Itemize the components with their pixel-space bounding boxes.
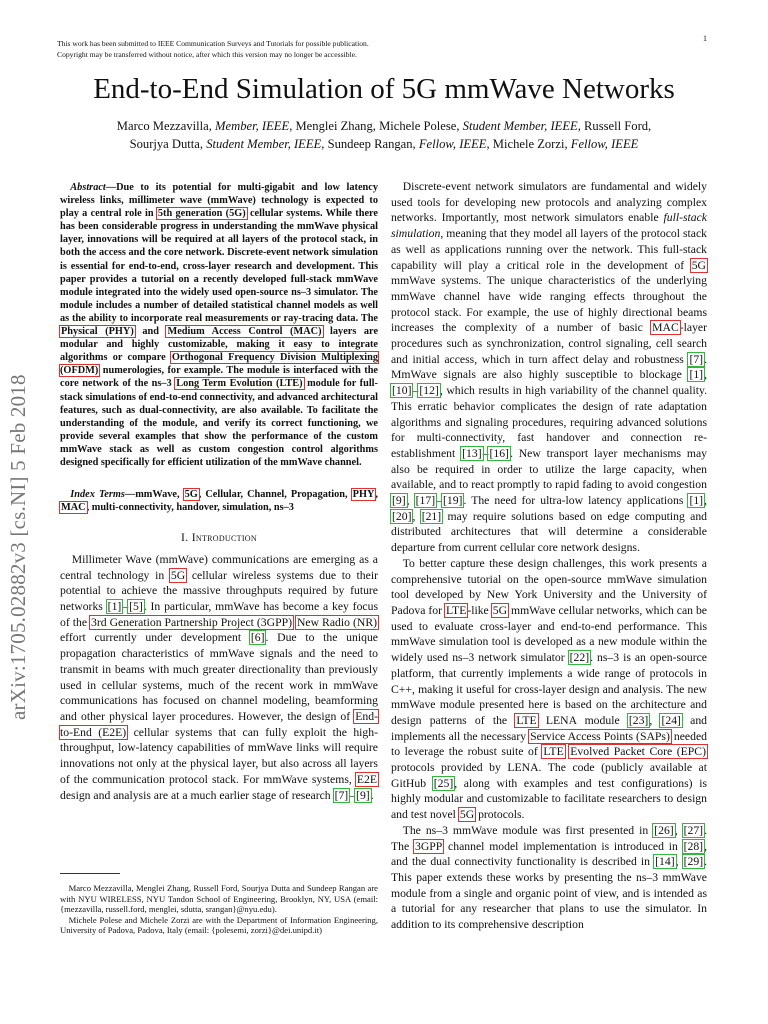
emphasis-text: full-stack simulation <box>391 211 707 241</box>
acronym-link-3gpp[interactable]: 3GPP <box>414 839 443 853</box>
abstract-text: numerologies, for example. The module is interfaced with the core network of the ns–3 <box>60 365 378 390</box>
citation-link[interactable]: [24] <box>661 713 681 727</box>
acronym-link-5g[interactable]: 5G <box>184 489 198 501</box>
author-list <box>40 117 728 153</box>
abstract-text: Due to its potential for multi-gigabit and low latency wireless links, millimeter wave (mmWave) technology is expected to play a central role in <box>60 182 378 220</box>
abstract-text: cellular systems. While there has been considerable progress in understanding the mmWave physical layer, innovations will be required at all layers of the protocol stack, in both the access and the core network. Discrete-event network simulation is essential for end-to-end, cross-layer research and development. This paper provides a tutorial on a recently developed full-stack mmWave module integrated into the widely used open-source ns–3 simulator. The module includes a number of detailed statistical channel models as well as the ability to incorporate real measurements or ray-tracing data. The <box>60 208 378 324</box>
citation-link[interactable]: [16] <box>489 446 509 460</box>
abstract-text: module for full-stack simulations of end-to-end connectivity, and advanced architectural features, such as dual-connectivity, are also available. To facilitate the understanding of the module, and verify its correct functioning, we provide several examples that show the performance of the custom mmWave stack as well as custom congestion control algorithms designed specifically for efficient utilization of the mmWave channel. <box>60 378 378 468</box>
submission-notice <box>57 38 657 60</box>
index-terms <box>60 488 378 514</box>
author-text: Marco Mezzavilla, <box>116 119 216 133</box>
body-paragraph <box>391 823 707 933</box>
abstract-label: Abstract <box>70 182 106 193</box>
acronym-link-5g[interactable]: 5G <box>459 808 475 822</box>
body-text: . Due to the unique propagation characteristics of mmWave signals and the need to transmit in beams with much greater directionality than previously used in cellular systems, much of the recent work in mmWave communications has focused on channel modeling, beamforming and other physical layer procedures. However, the design of <box>60 631 378 723</box>
index-terms-label: Index Terms <box>70 489 125 501</box>
citation-link[interactable]: [29] <box>683 855 704 869</box>
body-text: , <box>675 855 683 869</box>
body-text: LENA module <box>537 713 628 727</box>
body-text: , <box>704 368 707 382</box>
intro-paragraph <box>60 552 378 803</box>
notice-line-1: This work has been submitted to IEEE Communication Surveys and Tutorials for possible publication. <box>57 39 369 48</box>
body-text: – <box>122 600 129 614</box>
dash: — <box>105 182 117 193</box>
acronym-link-e2e[interactable]: E2E <box>356 772 377 786</box>
body-text: cellular wireless systems due to their potential to achieve the massive throughputs required by future networks <box>60 568 378 614</box>
body-text: protocols provided by LENA. The code (publicly available at GitHub <box>391 761 707 790</box>
acronym-link-lte[interactable]: Long Term Evolution (LTE) <box>176 378 303 390</box>
acronym-link-nr[interactable]: New Radio (NR) <box>296 615 378 629</box>
left-column <box>60 181 378 803</box>
citation-link[interactable]: [19] <box>442 494 463 508</box>
citation-link[interactable]: [5] <box>129 600 143 614</box>
citation-link[interactable]: [17] <box>415 494 436 508</box>
index-text: mmWave, <box>135 489 184 501</box>
body-text: , and the dual connectivity functionality is described in <box>391 839 707 869</box>
author-role: Student Member, IEEE <box>462 119 578 133</box>
author-role: Fellow, IEEE <box>570 137 639 151</box>
citation-link[interactable]: [28] <box>683 839 704 853</box>
index-text: , <box>375 489 378 501</box>
acronym-link-lte[interactable]: LTE <box>516 713 537 727</box>
abstract <box>60 181 378 469</box>
citation-link[interactable]: [23] <box>628 713 649 727</box>
author-text: , Michele Zorzi, <box>486 137 571 151</box>
body-text: , <box>412 509 421 523</box>
footnote-rule <box>60 873 120 874</box>
body-text: -like <box>467 603 492 617</box>
paper-title: End-to-End Simulation of 5G mmWave Networks <box>93 73 675 105</box>
body-text: and implements all the necessary <box>391 713 708 743</box>
body-paragraph <box>391 179 707 556</box>
body-text: cellular systems that can fully exploit the high-throughput, low-latency capabilities of mmWave links will require innovations not only at the physical layer, but also across all layers of the communication protocol stack. For mmWave systems, <box>60 725 379 786</box>
citation-link[interactable]: [26] <box>654 823 674 837</box>
citation-link[interactable]: [7] <box>334 788 349 802</box>
acronym-link-5g[interactable]: 5th generation (5G) <box>157 208 246 220</box>
right-column <box>391 179 707 933</box>
body-text: needed to leverage the robust suite of <box>391 729 707 759</box>
footnote-padova: Michele Polese and Michele Zorzi are with the Department of Information Engineering, University of Padova, Padova, Italy (email: {polesemi, zorzi}@dei.unipd.it) <box>60 914 378 936</box>
acronym-link-3gpp[interactable]: 3rd Generation Partnership Project (3GPP) <box>91 615 292 629</box>
body-text: protocols. <box>475 808 525 822</box>
citation-link[interactable]: [1] <box>689 368 704 382</box>
acronym-link-mac[interactable]: MAC <box>652 321 679 335</box>
citation-link[interactable]: [21] <box>421 509 442 523</box>
section-title: Introduction <box>191 531 257 545</box>
index-text: , multi-connectivity, handover, simulation, ns–3 <box>86 502 294 514</box>
body-text: effort currently under development <box>60 631 250 645</box>
acronym-link-lte[interactable]: LTE <box>543 745 564 759</box>
acronym-link-phy[interactable]: PHY <box>352 489 375 501</box>
body-text: . ns–3 is an open-source platform, that currently implements a wide range of protocols in C++, making it useful for cross-layer design and analysis. The new mmWave module presented here is based on the architecture and design patterns of the <box>391 651 707 727</box>
citation-link[interactable]: [9] <box>392 494 406 508</box>
citation-link[interactable]: [22] <box>569 651 590 665</box>
body-text: Millimeter Wave (mmWave) communications are emerging as a central technology in <box>60 552 378 582</box>
acronym-link-e2e[interactable]: End-to-End (E2E) <box>60 709 378 739</box>
body-text: . MmWave signals are also highly susceptible to blockage <box>391 352 707 382</box>
acronym-link-sap[interactable]: Service Access Points (SAPs) <box>530 729 670 743</box>
page-number: 1 <box>703 34 707 43</box>
citation-link[interactable]: [20] <box>392 509 412 523</box>
dash: — <box>124 489 136 501</box>
section-heading-introduction <box>60 530 378 546</box>
citation-link[interactable]: [14] <box>655 855 675 869</box>
author-text: , Menglei Zhang, Michele Polese, <box>289 119 463 133</box>
abstract-text: and <box>134 326 167 338</box>
arxiv-identifier[interactable]: arXiv:1705.02882v3 [cs.NI] 5 Feb 2018 <box>6 374 30 720</box>
body-text: , meaning that they model all layers of the protocol stack as well as applications running over the network. This full-stack capability will play a critical role in the development of <box>391 227 707 272</box>
citation-link[interactable]: [6] <box>250 631 265 645</box>
notice-line-2: Copyright may be transferred without notice, after which this version may no longer be accessible. <box>57 50 357 59</box>
author-text: , Russell Ford, <box>577 119 652 133</box>
abstract-text: layers are modular and highly customizable, making it easy to integrate algorithms or compare <box>60 326 379 364</box>
author-role: Student Member, IEEE <box>206 137 322 151</box>
body-paragraph <box>391 556 707 823</box>
body-text: – <box>436 494 442 508</box>
body-text: Discrete-event network simulators are fundamental and widely used tools for developing new protocols and analyzing complex networks. Importantly, most network simulators enable <box>391 180 707 225</box>
body-text: , which results in high variability of the channel quality. This erratic behavior complicates the design of rate adaptation algorithms and signaling procedures, requiring advanced solutions for multi-connectivity, fast handover and connection re-establishment <box>391 384 707 460</box>
acronym-link-lte[interactable]: LTE <box>445 603 467 617</box>
body-text: – <box>412 384 419 398</box>
citation-link[interactable]: [1] <box>689 494 704 508</box>
body-text: , <box>406 494 415 508</box>
body-text: To better capture these design challenges, this work presents a comprehensive tutorial on the open-source mmWave simulation tool developed by New York University and the University of Padova for <box>391 556 707 617</box>
citation-link[interactable]: [25] <box>433 776 454 790</box>
author-text: , Sundeep Rangan, <box>321 137 419 151</box>
footnote-nyu: Marco Mezzavilla, Menglei Zhang, Russell Ford, Sourjya Dutta and Sundeep Rangan are with NYU WIRELESS, NYU Tandon School of Engineering, Brooklyn, NY, USA (email: {mezzavilla, russell.ford, menglei, sdutta, srangan}@nyu.edu). <box>60 883 378 915</box>
body-text: . This paper extends these works by presenting the ns–3 mmWave module from a single and organic point of view, and is intended as a tutorial for any researcher that plans to use the simulator. In addition to its comprehensive description <box>391 855 708 932</box>
author-role: Member, IEEE <box>215 119 290 133</box>
citation-link[interactable]: [27] <box>683 823 704 837</box>
citation-link[interactable]: [10] <box>392 384 412 398</box>
author-text: Sourjya Dutta, <box>129 137 207 151</box>
body-text: -layer procedures such as synchronization, control signaling, cell search and initial access, which in turn affect delay and robustness <box>391 321 707 366</box>
acronym-link-5g[interactable]: 5G <box>492 603 508 617</box>
footnotes <box>60 883 378 936</box>
body-text: , along with examples and test configurations) is highly modular and customizable to facilitate researchers to design and test novel <box>391 776 708 822</box>
citation-link[interactable]: [7] <box>689 352 704 366</box>
body-text: . <box>370 788 374 802</box>
body-text: mmWave systems. The unique characteristics of the underlying mmWave channel have wide ranging effects throughout the protocol stack. For example, the use of highly directional beams increases the complexity of a number of basic <box>391 274 707 335</box>
author-role: Fellow, IEEE <box>418 137 487 151</box>
acronym-link-ofdm[interactable]: Orthogonal Frequency Division Multiplexing (OFDM) <box>60 352 378 377</box>
body-text: channel model implementation is introduced in <box>443 839 683 853</box>
citation-link[interactable]: [13] <box>462 446 482 460</box>
acronym-link-mac[interactable]: Medium Access Control (MAC) <box>167 326 322 338</box>
body-text: The ns–3 mmWave module was first presented in <box>402 823 654 837</box>
body-text: – <box>482 446 489 460</box>
citation-link[interactable]: [12] <box>419 384 439 398</box>
body-text: . The need for ultra-low latency applications <box>463 494 689 508</box>
acronym-link-5g[interactable]: 5G <box>691 258 706 272</box>
body-text: may require solutions based on edge computing and distributed architectures that will determine a considerable departure from current cellular core network designs. <box>391 509 708 555</box>
acronym-link-mac[interactable]: MAC <box>61 502 86 514</box>
body-text: . The <box>391 823 707 853</box>
citation-link[interactable]: [9] <box>356 788 370 802</box>
acronym-link-epc[interactable]: Evolved Packet Core (EPC) <box>570 745 706 759</box>
body-text: . In particular, mmWave has become a key focus of the <box>60 600 378 629</box>
body-text: design and analysis are at a much earlier stage of research <box>60 788 334 802</box>
citation-link[interactable]: [1] <box>107 600 122 614</box>
body-text: – <box>349 788 356 802</box>
body-text: , <box>649 713 661 727</box>
section-number: I. <box>181 531 192 545</box>
body-text: , <box>674 823 683 837</box>
acronym-link-phy[interactable]: Physical (PHY) <box>61 326 134 338</box>
acronym-link-5g[interactable]: 5G <box>170 568 186 582</box>
body-text: mmWave cellular networks, which can be used to evaluate cross-layer and end-to-end performance. This mmWave simulation tool is developed as a new module within the widely used ns–3 network simulator <box>391 603 707 665</box>
index-text: , Cellular, Channel, Propagation, <box>198 489 352 501</box>
body-text: . New transport layer mechanisms may also be required in order to utilize the large capacity, when available, and to react promptly to rapid fading to avoid congestion <box>391 446 707 492</box>
body-text: , <box>704 494 707 508</box>
